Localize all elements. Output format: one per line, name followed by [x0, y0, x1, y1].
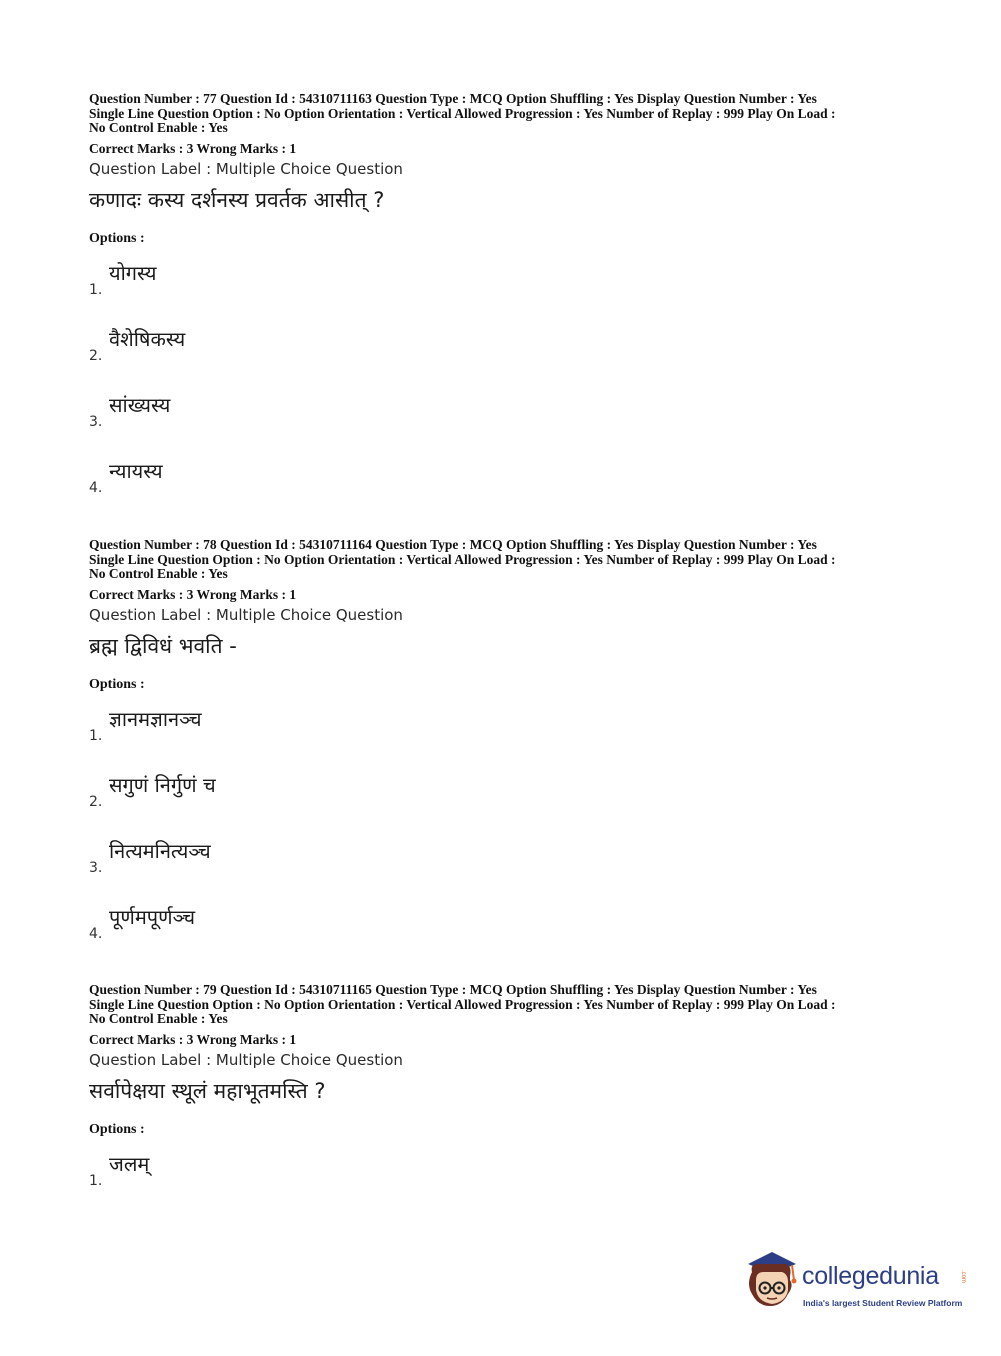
question-meta-line3: No Control Enable : Yes — [89, 566, 228, 581]
options-heading: Options : — [89, 676, 145, 692]
option-item[interactable] — [89, 387, 929, 453]
option-number: 2. — [89, 347, 103, 364]
option-item[interactable] — [89, 453, 929, 519]
options-list — [89, 701, 929, 965]
option-item[interactable] — [89, 1146, 929, 1212]
option-text: नित्यमनित्यञ्च — [109, 838, 211, 863]
question-label: Question Label : Multiple Choice Question — [89, 605, 403, 624]
option-text: सांख्यस्य — [109, 392, 171, 417]
option-item[interactable] — [89, 833, 929, 899]
options-list — [89, 255, 929, 519]
option-number: 3. — [89, 859, 103, 876]
option-text: न्यायस्य — [109, 458, 163, 483]
option-item[interactable] — [89, 899, 929, 965]
question-meta-line3: No Control Enable : Yes — [89, 1011, 228, 1026]
question-text: सर्वापेक्षया स्थूलं महाभूतमस्ति ? — [89, 1078, 326, 1103]
question-meta-line2: Single Line Question Option : No Option Orientation : Vertical Allowed Progression : Yes Number of Replay : 999 Play On Load : — [89, 105, 836, 121]
logo-domain: .com — [960, 1270, 966, 1284]
option-text: जलम् — [109, 1151, 150, 1176]
option-item[interactable] — [89, 255, 929, 321]
question-text: ब्रह्म द्विविधं भवति - — [89, 633, 237, 658]
question-marks: Correct Marks : 3 Wrong Marks : 1 — [89, 140, 297, 156]
question-meta-line1: Question Number : 77 Question Id : 54310711163 Question Type : MCQ Option Shuffling : Yes Display Question Number : Yes — [89, 91, 817, 106]
options-heading: Options : — [89, 1121, 145, 1137]
question-meta-line2: Single Line Question Option : No Option Orientation : Vertical Allowed Progression : Yes Number of Replay : 999 Play On Load : — [89, 551, 836, 567]
option-text: सगुणं निर्गुणं च — [109, 772, 216, 797]
question-block-78 — [89, 538, 929, 965]
options-list — [89, 1146, 929, 1212]
question-label: Question Label : Multiple Choice Question — [89, 1050, 403, 1069]
option-number: 3. — [89, 413, 103, 430]
logo-tagline: India's largest Student Review Platform — [803, 1298, 963, 1308]
options-heading: Options : — [89, 230, 145, 246]
question-marks: Correct Marks : 3 Wrong Marks : 1 — [89, 1031, 297, 1047]
option-text: पूर्णमपूर्णञ्च — [109, 904, 196, 929]
question-meta-line3: No Control Enable : Yes — [89, 120, 228, 135]
option-number: 1. — [89, 1172, 103, 1189]
question-marks: Correct Marks : 3 Wrong Marks : 1 — [89, 586, 297, 602]
option-text: वैशेषिकस्य — [109, 326, 186, 351]
collegedunia-logo[interactable] — [742, 1248, 972, 1318]
option-number: 1. — [89, 281, 103, 298]
question-label: Question Label : Multiple Choice Question — [89, 159, 403, 178]
option-item[interactable] — [89, 701, 929, 767]
question-text: कणादः कस्य दर्शनस्य प्रवर्तक आसीत् ? — [89, 187, 385, 212]
question-meta-line1: Question Number : 78 Question Id : 54310711164 Question Type : MCQ Option Shuffling : Yes Display Question Number : Yes — [89, 537, 817, 552]
option-item[interactable] — [89, 767, 929, 833]
question-block-79 — [89, 983, 929, 1212]
option-text: योगस्य — [109, 260, 157, 285]
option-number: 4. — [89, 925, 103, 942]
option-text: ज्ञानमज्ञानञ्च — [109, 706, 202, 731]
option-item[interactable] — [89, 321, 929, 387]
option-number: 4. — [89, 479, 103, 496]
option-number: 1. — [89, 727, 103, 744]
question-meta-line1: Question Number : 79 Question Id : 54310711165 Question Type : MCQ Option Shuffling : Yes Display Question Number : Yes — [89, 982, 817, 997]
student-mascot-icon — [742, 1250, 800, 1312]
question-meta-line2: Single Line Question Option : No Option Orientation : Vertical Allowed Progression : Yes Number of Replay : 999 Play On Load : — [89, 996, 836, 1012]
logo-wordmark: collegedunia — [802, 1262, 939, 1290]
question-block-77 — [89, 92, 929, 519]
option-number: 2. — [89, 793, 103, 810]
